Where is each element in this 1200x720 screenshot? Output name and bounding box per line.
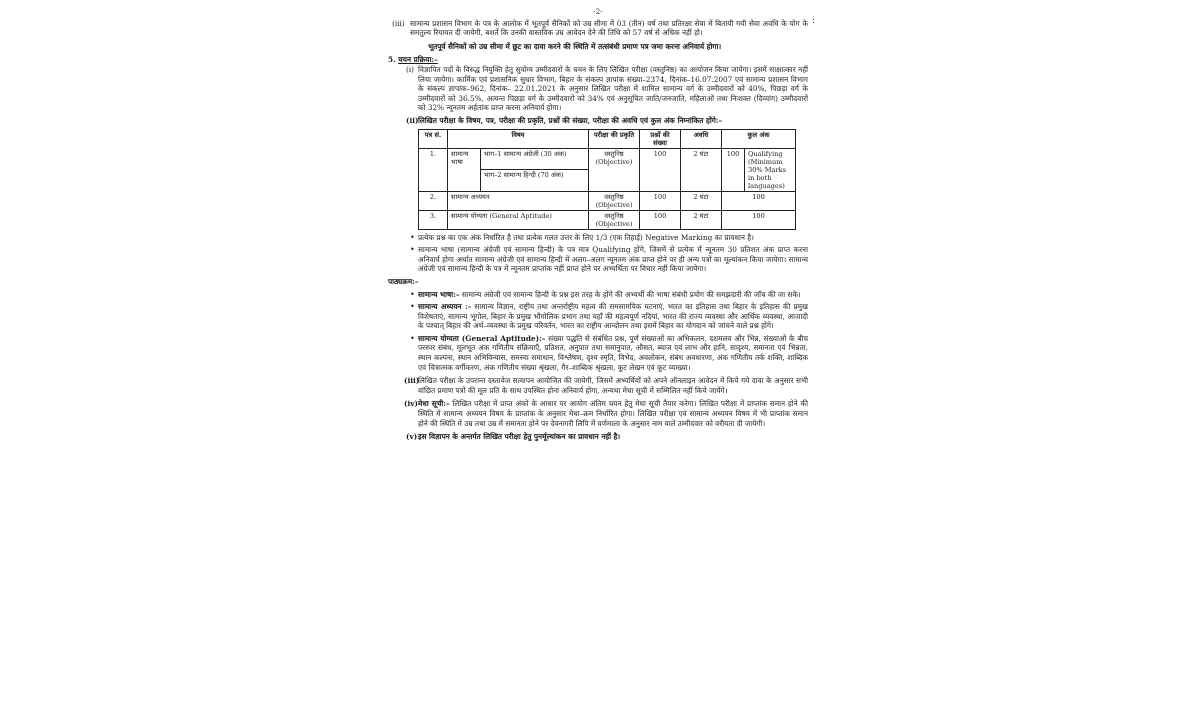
row1-questions: 100 xyxy=(640,148,681,191)
syllabus-title: पाठ्यक्रम:– xyxy=(388,276,419,286)
section-5-number: 5. xyxy=(388,55,396,65)
bullet-icon: • xyxy=(410,232,415,242)
bullet-icon: • xyxy=(410,245,415,255)
header-duration: अवधि xyxy=(681,129,722,148)
paragraph-iii-verification xyxy=(388,376,808,395)
revaluation-marker: (v) xyxy=(406,432,418,442)
revaluation-text: इस विज्ञापन के अन्तर्गत लिखित परीक्षा हेतु पुनर्मूल्यांकन का प्रावधान नहीं है। xyxy=(418,432,621,442)
row2-no: 2. xyxy=(419,191,448,210)
paragraph-v-revaluation xyxy=(388,432,808,442)
selection-ii-marker: (ii) xyxy=(406,115,419,125)
row1-part1: भाग–1 सामान्य अंग्रेजी (30 अंक) xyxy=(481,148,589,170)
table-row xyxy=(419,191,796,210)
table-header-row xyxy=(419,129,796,148)
negative-marking-text: प्रत्येक प्रश्न का एक अंक निर्धारित है तथा प्रत्येक गलत उत्तर के लिए 1/3 (एक तिहाई) Negative Marking का प्रावधान है। xyxy=(418,232,754,242)
table-row xyxy=(419,148,796,170)
header-total: कुल अंक xyxy=(722,129,796,148)
row3-duration: 2 घंटा xyxy=(681,210,722,229)
merit-marker: (iv) xyxy=(404,399,418,409)
syllabus-gs-label: सामान्य अध्ययन :– xyxy=(418,302,472,312)
verification-marker: (iii) xyxy=(404,376,420,386)
row2-duration: 2 घंटा xyxy=(681,191,722,210)
selection-i-marker: (i) xyxy=(406,64,415,74)
merit-label: मेधा सूची:– xyxy=(418,399,450,409)
list-item xyxy=(388,334,808,372)
row3-total: 100 xyxy=(722,210,796,229)
bullet-icon: • xyxy=(410,333,415,343)
selection-paragraph-i xyxy=(388,65,808,113)
row3-no: 3. xyxy=(419,210,448,229)
paragraph-iii-marker: (iii) xyxy=(392,18,405,28)
row1-total: 100 xyxy=(722,148,745,191)
section-5-title: चयन प्रक्रिया:– xyxy=(398,55,438,65)
list-item xyxy=(388,302,808,331)
paragraph-iv-merit xyxy=(388,399,808,428)
row1-qualifying: Qualifying (Minimum 30% Marks in both languages) xyxy=(745,148,796,191)
verification-text: लिखित परीक्षा के उपरान्त दस्तावेज सत्यापन आयोजित की जायेगी, जिसमें अभ्यर्थियों को अपने ऑनलाइन आवेदन में किये गये दावा के अनुसार सभी वांछित प्रमाण पत्रों की मूल प्रति के साथ उपस्थित होना अनिवार्य होगा, अन्यथा मेधा सूची में सम्मिलित नहीं किये जायेंगे। xyxy=(418,376,808,395)
row2-nature: वस्तुनिष्ठ (Objective) xyxy=(589,191,640,210)
syllabus-language-label: सामान्य भाषा:– xyxy=(418,289,460,299)
selection-i-text: विज्ञापित पदों के विरुद्ध नियुक्ति हेतु सुयोग्य उम्मीदवारों के चयन के लिए लिखित परीक्षा (वस्तुनिष्ठ) का आयोजन किया जायेगा। इसमें साक्षात्कार नहीं लिया जायेगा। कार्मिक एवं प्रशासनिक सुधार विभाग, बिहार के संकल्प ज्ञापांक संख्या–2374, दिनांक–16.07.2007 एवं सामान्य प्रशासन विभाग के संकल्प ज्ञापांक–962, दिनांक– 22.01.2021 के अनुसार लिखित परीक्षा में शामिल सामान्य वर्ग के उम्मीदवारों को 40%, पिछड़ा वर्ग के उम्मीदवारों को 36.5%, अत्यन्त पिछड़ा वर्ग के उम्मीदवारों को 34% एवं अनुसूचित जाति/जनजाति, महिलाओं तथा निःशक्त (दिव्यांग) उम्मीदवारों को 32% न्यूनतम अर्हतांक प्राप्त करना अनिवार्य होगा। xyxy=(418,64,808,113)
row2-subject: सामान्य अध्ययन xyxy=(448,191,589,210)
exam-scheme-table xyxy=(418,129,796,230)
header-questions: प्रश्नों की संख्या xyxy=(640,129,681,148)
section-5-heading xyxy=(388,55,808,65)
row3-questions: 100 xyxy=(640,210,681,229)
header-subject: विषय xyxy=(448,129,589,148)
row3-subject: सामान्य योग्यता (General Aptitude) xyxy=(448,210,589,229)
list-item xyxy=(388,233,808,243)
row1-subject: सामान्य भाषा xyxy=(448,148,481,191)
header-nature: परीक्षा की प्रकृति xyxy=(589,129,640,148)
page-number: -2- xyxy=(593,8,603,16)
row1-duration: 2 घंटा xyxy=(681,148,722,191)
selection-paragraph-ii xyxy=(388,116,808,126)
table-row xyxy=(419,210,796,229)
merit-text: लिखित परीक्षा में प्राप्त अंकों के आधार पर आयोग अंतिम चयन हेतु मेधा सूची तैयार करेगा। लिखित परीक्षा में प्राप्तांक समान होने की स्थिति में सामान्य अध्ययन विषय के प्राप्तांक के अनुसार मेधा–क्रम निर्धारित होगा। लिखित परीक्षा एवं सामान्य अध्ययन विषय में भी प्राप्तांक समान होने की स्थिति में उम्र तथा उम्र में समानता होने पर देवनागरी लिपि में वर्णमाला के अनुसार नाम वाले उम्मीदवार को वरीयता दी जायेगी। xyxy=(418,399,808,428)
header-paper-no: पत्र सं. xyxy=(419,129,448,148)
paragraph-iii xyxy=(388,19,808,38)
document-page xyxy=(388,8,808,442)
row3-nature: वस्तुनिष्ठ (Objective) xyxy=(589,210,640,229)
row1-no: 1. xyxy=(419,148,448,191)
syllabus-language-text: सामान्य अंग्रेजी एवं सामान्य हिन्दी के प्रश्न इस तरह के होंगे की अभ्यर्थी की भाषा संबंधी प्रयोग की समझदारी की जाँच की जा सके। xyxy=(461,289,801,299)
bullet-icon: • xyxy=(410,289,415,299)
syllabus-gs-text: सामान्य विज्ञान, राष्ट्रीय तथा अन्तर्राष्ट्रीय महत्व की समसामयिक घटनाएं, भारत का इतिहास तथा बिहार के इतिहास की प्रमुख विशेषताएं, सामान्य भूगोल, बिहार के प्रमुख भौगोलिक प्रभाग तथा यहाँ की महत्वपूर्ण नदियां, भारत की राज्य व्यवस्था और आर्थिक व्यवस्था, आजादी के पश्चात् बिहार की अर्थ–व्यवस्था के प्रमुख परिवर्तन, भारत का राष्ट्रीय आन्दोलन तथा इसमें बिहार का योगदान को जांचने वाले प्रश्न होंगे। xyxy=(418,302,808,331)
list-item xyxy=(388,245,808,274)
syllabus-aptitude-label: सामान्य योग्यता (General Aptitude):– xyxy=(418,333,546,343)
ex-servicemen-note: भूतपूर्व सैनिकों को उम्र सीमा में छूट का दावा करने की स्थिति में तत्संबंधी प्रमाण पत्र जमा करना अनिवार्य होगा। xyxy=(428,41,722,51)
row2-questions: 100 xyxy=(640,191,681,210)
qualifying-text: सामान्य भाषा (सामान्य अंग्रेजी एवं सामान्य हिन्दी) के पत्र मात्र Qualifying होंगे, जिसमें से प्रत्येक में न्यूनतम 30 प्रतिशत अंक प्राप्त करना अनिवार्य होगा अर्थात सामान्य अंग्रेजी एवं सामान्य हिन्दी में अलग–अलग न्यूनतम अंक प्राप्त होने पर ही अन्य पत्रों का मूल्यांकन किया जायेगा। सामान्य अंग्रेजी एवं सामान्य हिन्दी के पत्र में न्यूनतम प्राप्तांक नहीं प्राप्त होने पर अभ्यर्थिता पर विचार नहीं किया जायेगा। xyxy=(418,245,808,274)
bullet-icon: • xyxy=(410,302,415,312)
row2-total: 100 xyxy=(722,191,796,210)
row1-nature: वस्तुनिष्ठ (Objective) xyxy=(589,148,640,191)
selection-ii-heading: लिखित परीक्षा के विषय, पत्र, परीक्षा की प्रकृति, प्रश्नों की संख्या, परीक्षा की अवधि एवं कुल अंक निम्नांकित होंगे:– xyxy=(418,115,723,125)
row1-part2: भाग–2 सामान्य हिन्दी (70 अंक) xyxy=(481,170,589,192)
paragraph-iii-text: सामान्य प्रशासन विभाग के पत्र के आलोक में भूतपूर्व सैनिकों को उम्र सीमा में 03 (तीन) वर्ष तथा प्रतिरक्षा सेवा में बितायी गयी सेवा अवधि के योग के समतुल्य रियायत दी जायेगी, बशर्ते कि उनकी वास्तविक उम्र आवेदन देने की तिथि को 57 वर्ष से अधिक नहीं हो। xyxy=(410,18,808,38)
list-item xyxy=(388,290,808,300)
margin-mark: : xyxy=(812,16,816,26)
syllabus-aptitude-text: संख्या पद्धति से संबंधित प्रश्न, पूर्ण संख्याओं का अभिकलन, दशमलव और भिन्न, संख्याओं के बीच परस्पर संबंध, मूलभूत अंक गणितीय संक्रियाएँ, प्रतिशत, अनुपात तथा समानुपात, औसत, ब्याज एवं लाभ और हानि, सादृश्य, समानता एवं भिन्नता, स्थान कल्पना, स्थान अभिविन्यास, समस्या समाधान, विश्लेषण, दृश्य स्मृति, विभेद, अवलोकन, संबंध अवधारणा, अंक गणितीय तर्क शक्ति, शाब्दिक एवं चित्रात्मक वर्गीकरण, अंक गणितीय संख्या श्रृंखला, गैर–शाब्दिक श्रृंखला, कूट लेखन एवं कूट व्याख्या। xyxy=(418,333,809,372)
